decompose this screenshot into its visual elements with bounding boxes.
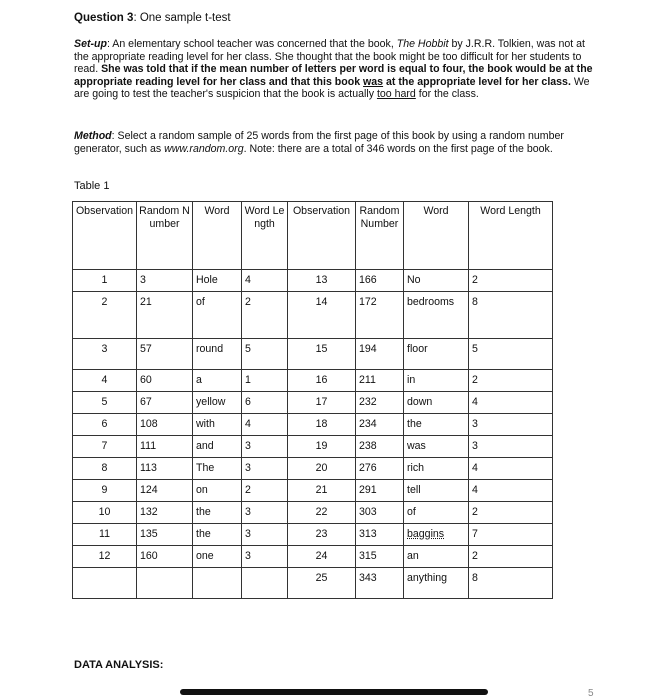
cell-word-2: an	[404, 546, 469, 568]
cell-observation: 2	[73, 292, 137, 339]
cell-word-2: the	[404, 414, 469, 436]
cell-word-length-2: 2	[469, 370, 553, 392]
method-site: www.random.org	[164, 142, 244, 155]
cell-word: yellow	[193, 392, 242, 414]
cell-observation: 11	[73, 524, 137, 546]
table-label: Table 1	[74, 180, 110, 192]
cell-word-length: 4	[242, 414, 288, 436]
cell-word: one	[193, 546, 242, 568]
cell-word-length: 3	[242, 458, 288, 480]
cell-word	[193, 568, 242, 599]
cell-random-number: 135	[137, 524, 193, 546]
cell-word-2: baggins	[404, 524, 469, 546]
question-heading	[74, 12, 231, 24]
cell-word-2: was	[404, 436, 469, 458]
setup-bold-text-2: at the appropriate level for her class.	[383, 75, 571, 88]
cell-observation-2: 25	[288, 568, 356, 599]
cell-word-2: floor	[404, 339, 469, 370]
cell-random-number-2: 194	[356, 339, 404, 370]
setup-text-4: for the class.	[415, 88, 479, 101]
cell-word-length-2: 2	[469, 546, 553, 568]
cell-word: of	[193, 292, 242, 339]
cell-observation: 8	[73, 458, 137, 480]
table-row	[73, 292, 553, 339]
cell-observation-2: 14	[288, 292, 356, 339]
cell-word: round	[193, 339, 242, 370]
cell-word-length-2: 8	[469, 568, 553, 599]
table-header-row	[73, 202, 553, 270]
header-word: Word	[193, 202, 242, 270]
cell-word-2: No	[404, 270, 469, 292]
table-row	[73, 546, 553, 568]
cell-observation: 5	[73, 392, 137, 414]
cell-word: on	[193, 480, 242, 502]
cell-random-number-2: 343	[356, 568, 404, 599]
cell-word-length-2: 5	[469, 339, 553, 370]
question-label: Question 3	[74, 12, 134, 24]
header-word-length-2: Word Length	[469, 202, 553, 270]
data-table	[72, 201, 553, 599]
cell-word-length: 6	[242, 392, 288, 414]
cell-word-length-2: 2	[469, 270, 553, 292]
cell-word-length-2: 4	[469, 458, 553, 480]
cell-random-number-2: 276	[356, 458, 404, 480]
cell-word-length-2: 4	[469, 480, 553, 502]
table-row	[73, 458, 553, 480]
cell-random-number-2: 303	[356, 502, 404, 524]
data-analysis-heading: DATA ANALYSIS:	[74, 659, 164, 671]
header-observation-2: Observation	[288, 202, 356, 270]
cell-word: the	[193, 524, 242, 546]
cell-observation: 7	[73, 436, 137, 458]
header-word-2: Word	[404, 202, 469, 270]
book-title: The Hobbit	[396, 38, 449, 50]
cell-random-number: 21	[137, 292, 193, 339]
cell-observation-2: 19	[288, 436, 356, 458]
home-indicator-bar[interactable]	[180, 689, 488, 695]
cell-observation: 3	[73, 339, 137, 370]
cell-word-length-2: 3	[469, 414, 553, 436]
cell-word: and	[193, 436, 242, 458]
cell-observation: 1	[73, 270, 137, 292]
setup-text-3: We are going to test the teacher's suspicion that the book is actually	[74, 75, 590, 101]
cell-random-number: 132	[137, 502, 193, 524]
cell-random-number-2: 172	[356, 292, 404, 339]
cell-observation: 6	[73, 414, 137, 436]
cell-random-number-2: 238	[356, 436, 404, 458]
cell-word: Hole	[193, 270, 242, 292]
cell-word-length: 3	[242, 502, 288, 524]
cell-word-length: 5	[242, 339, 288, 370]
cell-observation: 10	[73, 502, 137, 524]
table-row	[73, 414, 553, 436]
cell-observation-2: 23	[288, 524, 356, 546]
setup-was-emphasis: was	[363, 75, 384, 88]
cell-word-length: 2	[242, 480, 288, 502]
cell-word: a	[193, 370, 242, 392]
cell-random-number: 160	[137, 546, 193, 568]
cell-random-number-2: 313	[356, 524, 404, 546]
method-text-2: . Note: there are a total of 346 words on the first page of the book.	[243, 142, 553, 155]
cell-word-length: 1	[242, 370, 288, 392]
too-hard-emphasis: too hard	[376, 88, 416, 101]
setup-bold-text: She was told that if the mean number of letters per word is equal to four, the book would be at the appropriate reading level for her class and that this book	[74, 63, 593, 88]
method-text-1: : Select a random sample of 25 words from the first page of this book by using a random number generator, such as	[74, 130, 564, 155]
cell-word-length-2: 7	[469, 524, 553, 546]
cell-observation: 4	[73, 370, 137, 392]
setup-text-1: : An elementary school teacher was concerned that the book,	[106, 38, 397, 50]
method-label: Method	[74, 130, 112, 142]
cell-word-length: 2	[242, 292, 288, 339]
setup-label: Set-up	[74, 38, 107, 50]
header-word-length: Word Length	[242, 202, 288, 270]
cell-observation: 9	[73, 480, 137, 502]
cell-observation-2: 22	[288, 502, 356, 524]
cell-observation-2: 18	[288, 414, 356, 436]
cell-observation-2: 17	[288, 392, 356, 414]
cell-observation-2: 16	[288, 370, 356, 392]
table-row	[73, 436, 553, 458]
cell-random-number: 57	[137, 339, 193, 370]
setup-paragraph	[74, 38, 594, 101]
cell-word-length-2: 2	[469, 502, 553, 524]
cell-observation-2: 21	[288, 480, 356, 502]
cell-word: the	[193, 502, 242, 524]
cell-word-length: 3	[242, 524, 288, 546]
cell-random-number-2: 211	[356, 370, 404, 392]
cell-random-number: 124	[137, 480, 193, 502]
table-row	[73, 339, 553, 370]
cell-word: with	[193, 414, 242, 436]
cell-random-number: 113	[137, 458, 193, 480]
cell-observation-2: 24	[288, 546, 356, 568]
cell-word-2: down	[404, 392, 469, 414]
method-paragraph	[74, 130, 594, 155]
cell-word-length-2: 3	[469, 436, 553, 458]
cell-random-number-2: 166	[356, 270, 404, 292]
cell-random-number: 108	[137, 414, 193, 436]
cell-random-number: 111	[137, 436, 193, 458]
cell-word-2: anything	[404, 568, 469, 599]
table-row	[73, 502, 553, 524]
cell-word: The	[193, 458, 242, 480]
cell-random-number-2: 315	[356, 546, 404, 568]
cell-word-length: 3	[242, 436, 288, 458]
cell-word-length: 3	[242, 546, 288, 568]
cell-observation	[73, 568, 137, 599]
cell-observation-2: 20	[288, 458, 356, 480]
header-random-number-2: Random Number	[356, 202, 404, 270]
cell-random-number: 67	[137, 392, 193, 414]
cell-word-2: in	[404, 370, 469, 392]
question-title: : One sample t-test	[133, 12, 231, 24]
table-row	[73, 270, 553, 292]
table-row	[73, 524, 553, 546]
cell-word-length: 4	[242, 270, 288, 292]
cell-random-number: 60	[137, 370, 193, 392]
table-row	[73, 370, 553, 392]
cell-word-2: tell	[404, 480, 469, 502]
cell-random-number-2: 232	[356, 392, 404, 414]
cell-random-number-2: 291	[356, 480, 404, 502]
cell-word-length-2: 8	[469, 292, 553, 339]
cell-random-number-2: 234	[356, 414, 404, 436]
page-number: 5	[588, 688, 594, 699]
cell-word-length	[242, 568, 288, 599]
cell-observation: 12	[73, 546, 137, 568]
table-row	[73, 392, 553, 414]
header-observation: Observation	[73, 202, 137, 270]
table-row	[73, 568, 553, 599]
cell-random-number: 3	[137, 270, 193, 292]
cell-word-2: rich	[404, 458, 469, 480]
cell-word-length-2: 4	[469, 392, 553, 414]
cell-word-2: bedrooms	[404, 292, 469, 339]
header-random-number: Random Number	[137, 202, 193, 270]
cell-word-2: of	[404, 502, 469, 524]
setup-text-2: by J.R.R. Tolkien, was not at the appropriate reading level for her class. She thought that the book might be too difficult for her students to read.	[74, 38, 585, 76]
cell-observation-2: 15	[288, 339, 356, 370]
cell-observation-2: 13	[288, 270, 356, 292]
cell-random-number	[137, 568, 193, 599]
table-row	[73, 480, 553, 502]
